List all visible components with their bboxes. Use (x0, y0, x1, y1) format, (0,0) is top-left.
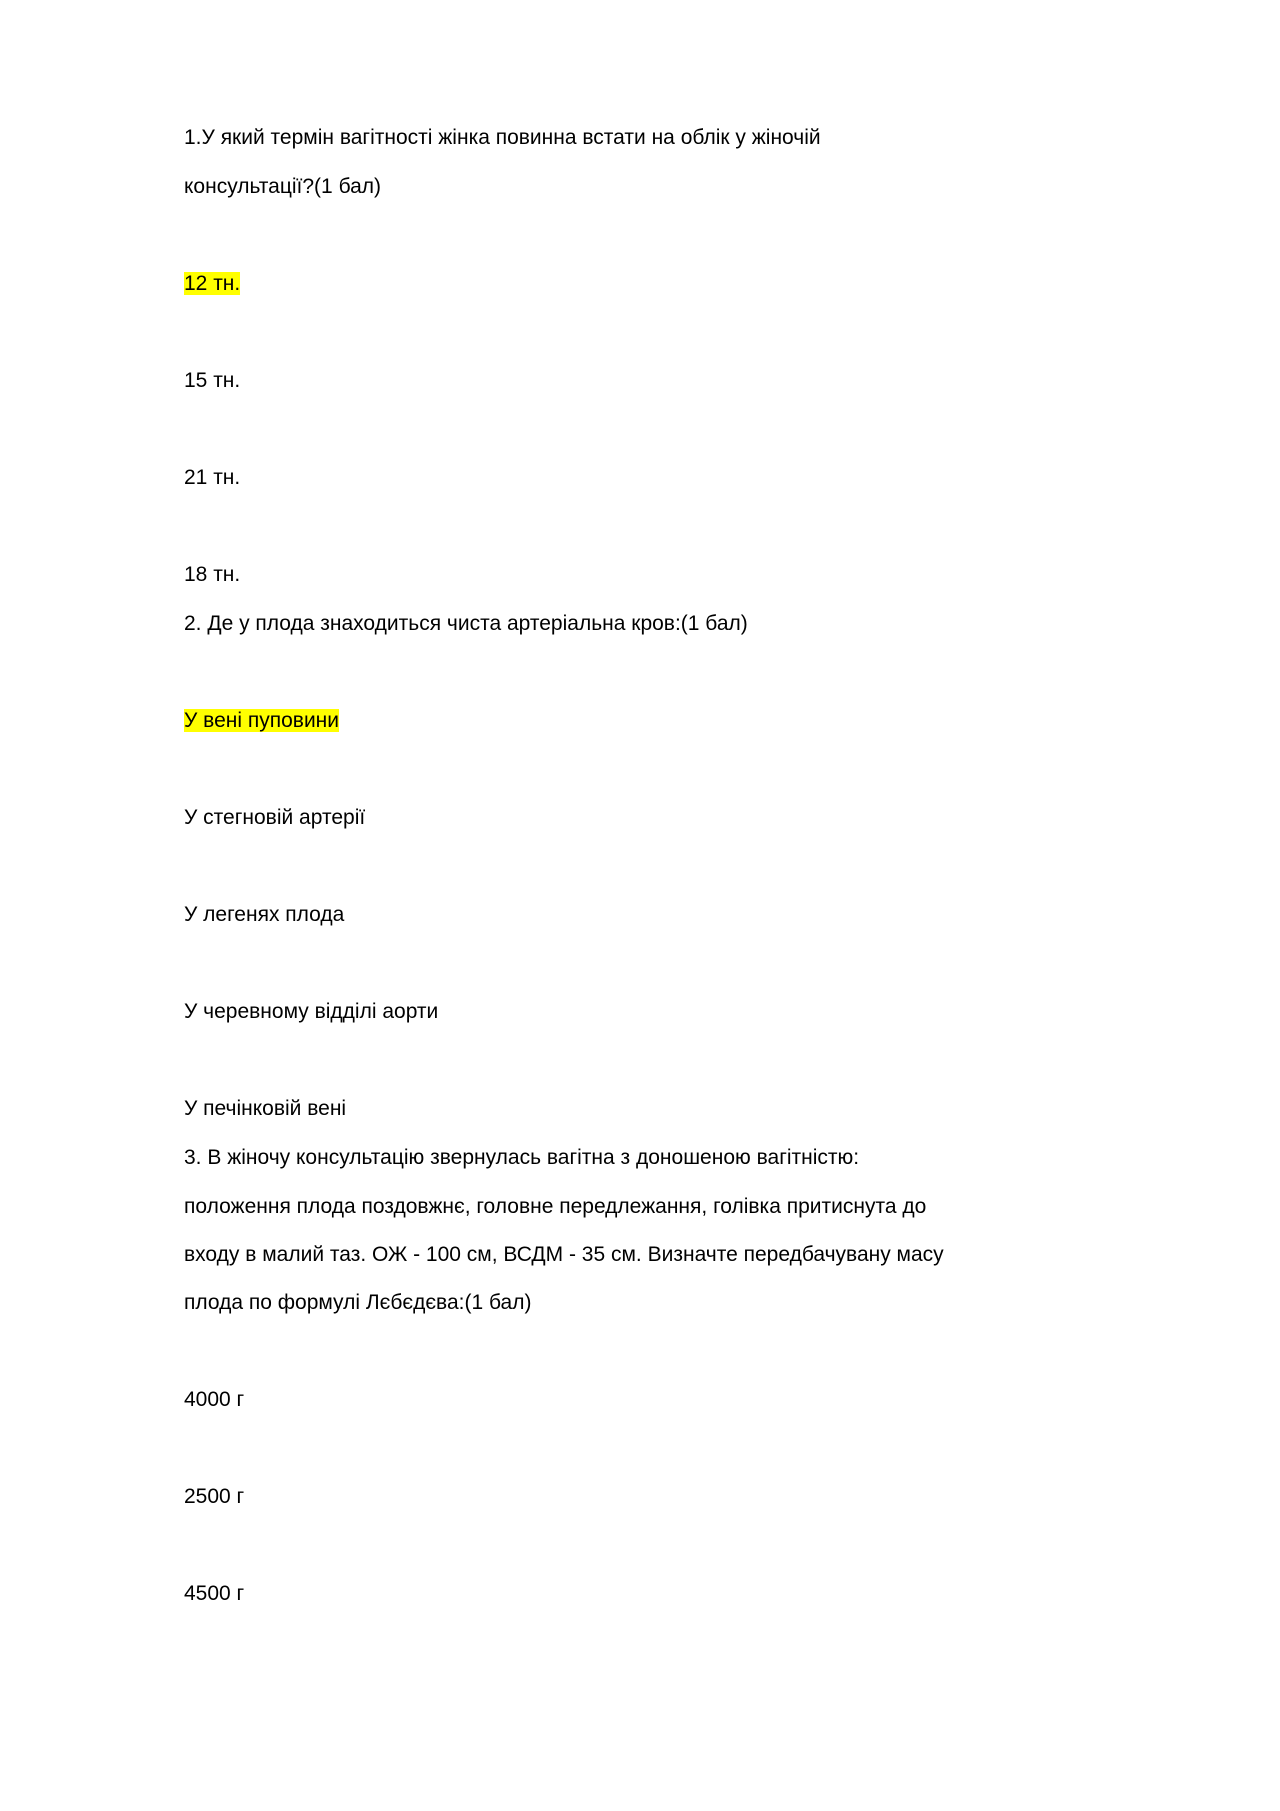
question-3-text-line-4: плода по формулі Лєбєдєва:(1 бал) (184, 1291, 532, 1314)
question-2-answer-4: У черевному відділі аорти (184, 1000, 439, 1023)
question-1-answer-3: 21 тн. (184, 466, 241, 489)
question-3-answer-2: 2500 г (184, 1485, 245, 1508)
question-2-text-line-1: 2. Де у плода знаходиться чиста артеріальна кров:(1 бал) (184, 612, 748, 635)
question-3-text-line-2: положення плода поздовжнє, головне передлежання, голівка притиснута до (184, 1195, 927, 1218)
question-3-text-line-3: входу в малий таз. ОЖ - 100 см, ВСДМ - 35 см. Визначте передбачувану масу (184, 1243, 944, 1266)
question-1-answer-4: 18 тн. (184, 563, 241, 586)
question-2-answer-2: У стегновій артерії (184, 806, 366, 829)
question-3-answer-3: 4500 г (184, 1582, 245, 1605)
question-2-answer-5: У печінковій вені (184, 1097, 347, 1120)
question-1-answer-2: 15 тн. (184, 369, 241, 392)
question-1-text-line-1: 1.У який термін вагітності жінка повинна встати на облік у жіночій (184, 126, 821, 149)
question-3-text-line-1: 3. В жіночу консультацію звернулась вагітна з доношеною вагітністю: (184, 1146, 860, 1169)
question-2-answer-1-correct (184, 708, 339, 734)
question-2-answer-3: У легенях плода (184, 903, 345, 926)
highlighted-answer: 12 тн. (184, 272, 241, 295)
question-1-answer-1-correct (184, 271, 240, 297)
question-1-text-line-2: консультації?(1 бал) (184, 175, 382, 198)
highlighted-answer: У вені пуповини (184, 709, 340, 732)
question-3-answer-1: 4000 г (184, 1388, 245, 1411)
